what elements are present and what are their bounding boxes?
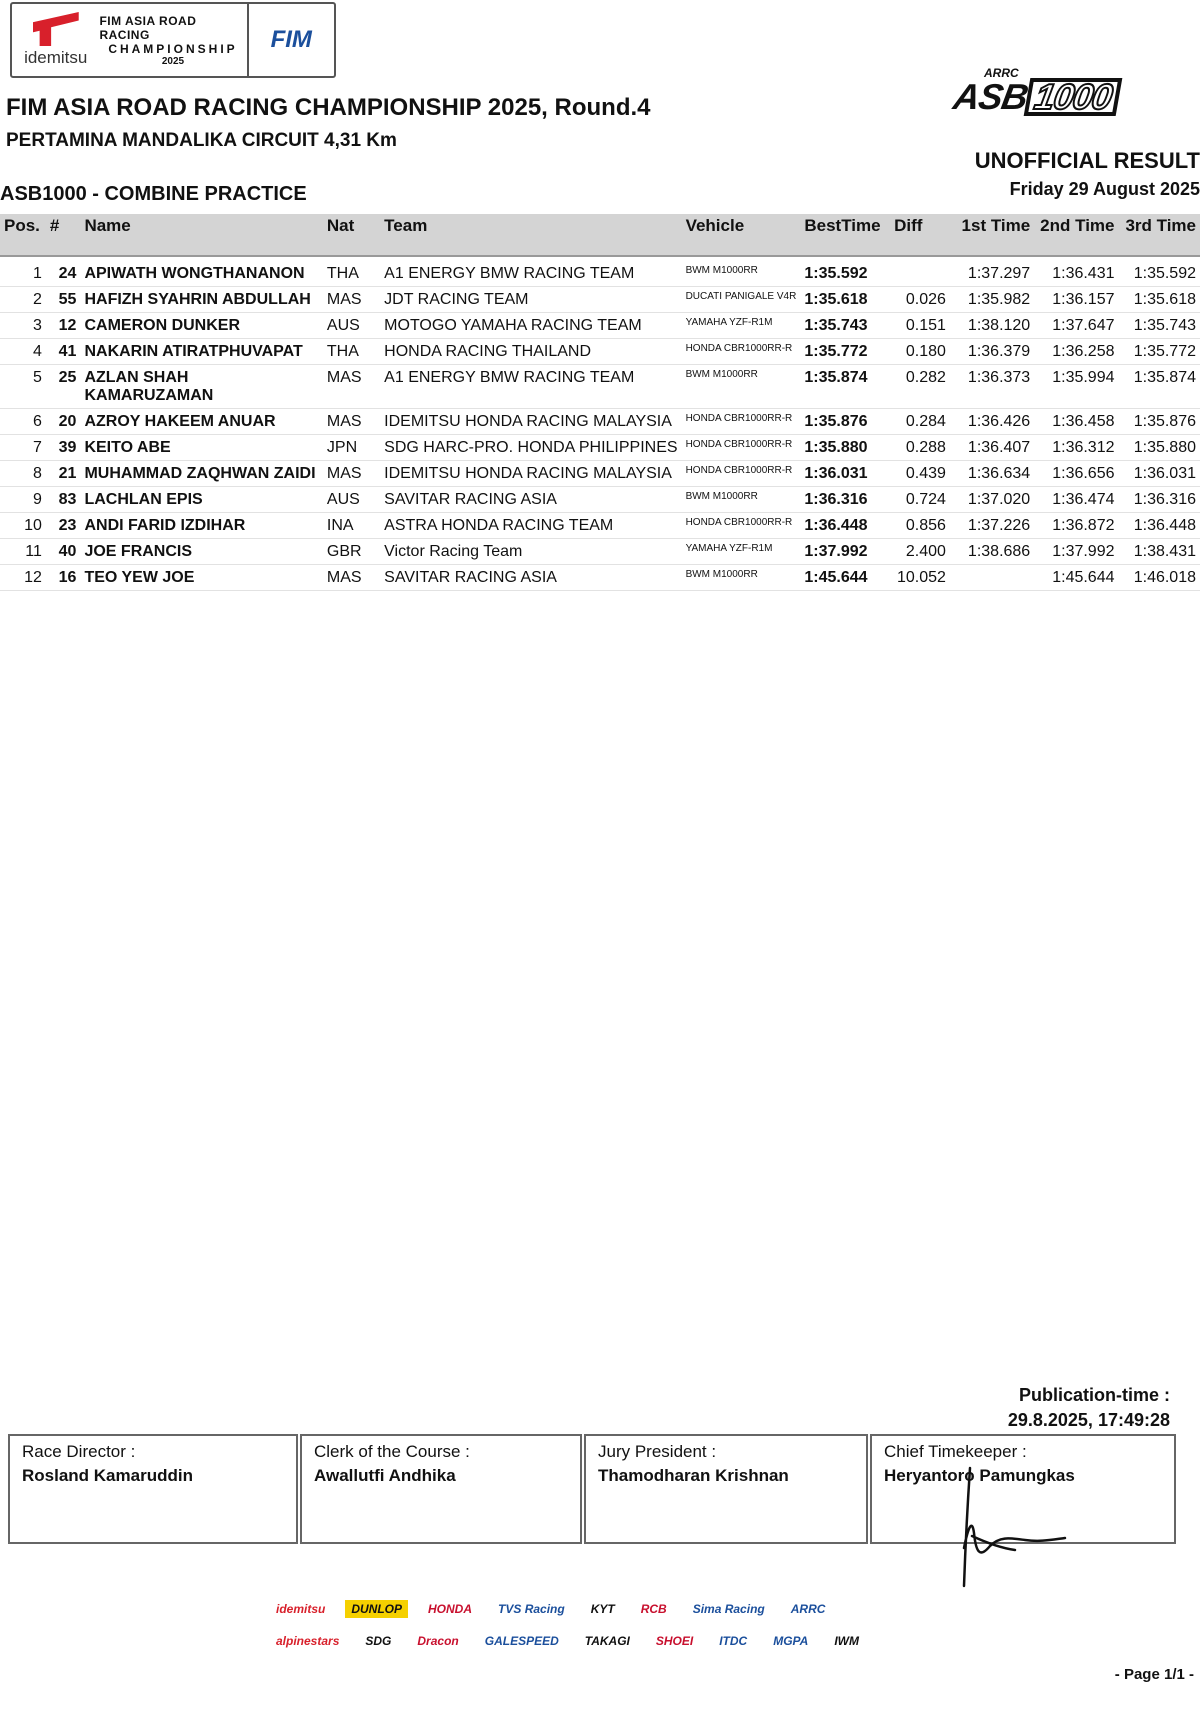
cell-2nd-time: 1:36.258	[1034, 339, 1118, 365]
cell-name: TEO YEW JOE	[80, 565, 322, 591]
cell-nat: THA	[323, 339, 380, 365]
col-header-besttime: BestTime	[800, 214, 890, 256]
sponsor-logo: Dracon	[417, 1634, 459, 1648]
cell-pos: 3	[0, 313, 46, 339]
cell-diff: 0.439	[890, 461, 950, 487]
table-row	[0, 256, 1200, 287]
cell-number: 23	[46, 513, 81, 539]
cell-number: 24	[46, 256, 81, 287]
table-row	[0, 339, 1200, 365]
cell-1st-time: 1:36.373	[950, 365, 1034, 409]
cell-pos: 7	[0, 435, 46, 461]
cell-2nd-time: 1:37.992	[1034, 539, 1118, 565]
sponsor-logo: MGPA	[773, 1634, 809, 1648]
cell-nat: AUS	[323, 313, 380, 339]
official-name: Rosland Kamaruddin	[22, 1466, 193, 1485]
page-title: FIM ASIA ROAD RACING CHAMPIONSHIP 2025, Round.4	[6, 94, 651, 121]
table-row	[0, 565, 1200, 591]
cell-vehicle: HONDA CBR1000RR-R	[682, 435, 801, 461]
cell-besttime: 1:36.031	[800, 461, 890, 487]
cell-nat: MAS	[323, 287, 380, 313]
cell-vehicle: HONDA CBR1000RR-R	[682, 339, 801, 365]
cell-1st-time: 1:37.020	[950, 487, 1034, 513]
cell-besttime: 1:35.618	[800, 287, 890, 313]
cell-1st-time: 1:35.982	[950, 287, 1034, 313]
col-header-vehicle: Vehicle	[682, 214, 801, 256]
table-row	[0, 435, 1200, 461]
cell-name: MUHAMMAD ZAQHWAN ZAIDI	[80, 461, 322, 487]
official-name: Awallutfi Andhika	[314, 1466, 456, 1485]
publication-time-value: 29.8.2025, 17:49:28	[1007, 1410, 1170, 1430]
cell-besttime: 1:35.876	[800, 409, 890, 435]
table-row	[0, 461, 1200, 487]
cell-diff: 0.151	[890, 313, 950, 339]
cell-nat: JPN	[323, 435, 380, 461]
fim-logo	[247, 4, 334, 76]
sponsor-logo: DUNLOP	[345, 1600, 408, 1618]
cell-diff: 0.724	[890, 487, 950, 513]
cell-number: 40	[46, 539, 81, 565]
cell-besttime: 1:35.592	[800, 256, 890, 287]
cell-diff: 0.856	[890, 513, 950, 539]
cell-pos: 1	[0, 256, 46, 287]
table-row	[0, 365, 1200, 409]
asb1000-logo-arrc: ARRC	[984, 66, 1019, 80]
header-logo-box	[10, 2, 336, 78]
cell-name: APIWATH WONGTHANANON	[80, 256, 322, 287]
asb1000-logo	[950, 66, 1196, 117]
sponsor-row	[270, 1632, 970, 1650]
cell-vehicle: BWM M1000RR	[682, 256, 801, 287]
cell-1st-time: 1:36.407	[950, 435, 1034, 461]
cell-besttime: 1:45.644	[800, 565, 890, 591]
sponsor-logo: KYT	[590, 1602, 615, 1616]
results-body	[0, 256, 1200, 591]
cell-team: JDT RACING TEAM	[380, 287, 681, 313]
cell-number: 21	[46, 461, 81, 487]
col-header-1st-time: 1st Time	[950, 214, 1034, 256]
cell-3rd-time: 1:38.431	[1119, 539, 1200, 565]
cell-besttime: 1:35.743	[800, 313, 890, 339]
cell-3rd-time: 1:35.592	[1119, 256, 1200, 287]
cell-pos: 12	[0, 565, 46, 591]
sponsor-logo: RCB	[640, 1602, 667, 1616]
sponsor-logos	[270, 1600, 970, 1664]
sponsor-logo: alpinestars	[276, 1634, 340, 1648]
cell-diff: 2.400	[890, 539, 950, 565]
cell-besttime: 1:35.772	[800, 339, 890, 365]
cell-pos: 8	[0, 461, 46, 487]
table-row	[0, 313, 1200, 339]
cell-diff: 0.288	[890, 435, 950, 461]
cell-name: ANDI FARID IZDIHAR	[80, 513, 322, 539]
cell-3rd-time: 1:46.018	[1119, 565, 1200, 591]
cell-vehicle: HONDA CBR1000RR-R	[682, 513, 801, 539]
cell-1st-time: 1:37.226	[950, 513, 1034, 539]
cell-3rd-time: 1:35.874	[1119, 365, 1200, 409]
cell-pos: 11	[0, 539, 46, 565]
cell-3rd-time: 1:35.876	[1119, 409, 1200, 435]
col-header-diff: Diff	[890, 214, 950, 256]
cell-3rd-time: 1:35.618	[1119, 287, 1200, 313]
cell-team: A1 ENERGY BMW RACING TEAM	[380, 365, 681, 409]
asb1000-logo-word	[950, 76, 1123, 118]
cell-pos: 4	[0, 339, 46, 365]
cell-vehicle: YAMAHA YZF-R1M	[682, 313, 801, 339]
cell-besttime: 1:36.448	[800, 513, 890, 539]
cell-number: 20	[46, 409, 81, 435]
cell-besttime: 1:35.874	[800, 365, 890, 409]
cell-diff: 10.052	[890, 565, 950, 591]
official-role: Jury President :	[598, 1442, 717, 1461]
cell-pos: 10	[0, 513, 46, 539]
cell-2nd-time: 1:36.474	[1034, 487, 1118, 513]
cell-2nd-time: 1:36.431	[1034, 256, 1118, 287]
fim-arrc-logo-line1: FIM ASIA ROAD RACING	[99, 13, 197, 42]
sponsor-logo: ARRC	[790, 1602, 826, 1616]
asb1000-logo-asb: ASB	[950, 76, 1031, 117]
cell-name: JOE FRANCIS	[80, 539, 322, 565]
cell-nat: AUS	[323, 487, 380, 513]
table-row	[0, 539, 1200, 565]
cell-3rd-time: 1:35.772	[1119, 339, 1200, 365]
cell-nat: INA	[323, 513, 380, 539]
circuit-subtitle: PERTAMINA MANDALIKA CIRCUIT 4,31 Km	[6, 130, 397, 151]
idemitsu-logo-text: idemitsu	[24, 48, 88, 67]
sponsor-logo: SHOEI	[655, 1634, 694, 1648]
cell-diff: 0.282	[890, 365, 950, 409]
sponsor-logo: TVS Racing	[498, 1602, 565, 1616]
col-header-number: #	[46, 214, 81, 256]
cell-vehicle: BWM M1000RR	[682, 365, 801, 409]
cell-vehicle: BWM M1000RR	[682, 487, 801, 513]
cell-diff: 0.026	[890, 287, 950, 313]
cell-number: 12	[46, 313, 81, 339]
fim-arrc-logo-line2: CHAMPIONSHIP	[108, 41, 238, 56]
sponsor-logo: ITDC	[719, 1634, 748, 1648]
official-role: Race Director :	[22, 1442, 136, 1461]
cell-besttime: 1:37.992	[800, 539, 890, 565]
cell-pos: 2	[0, 287, 46, 313]
cell-team: SDG HARC-PRO. HONDA PHILIPPINES	[380, 435, 681, 461]
col-header-nat: Nat	[323, 214, 380, 256]
cell-1st-time	[950, 565, 1034, 591]
cell-name: KEITO ABE	[80, 435, 322, 461]
cell-vehicle: HONDA CBR1000RR-R	[682, 461, 801, 487]
col-header-3rd-time: 3rd Time	[1119, 214, 1200, 256]
cell-number: 39	[46, 435, 81, 461]
cell-vehicle: YAMAHA YZF-R1M	[682, 539, 801, 565]
cell-nat: MAS	[323, 409, 380, 435]
cell-1st-time: 1:36.426	[950, 409, 1034, 435]
table-row	[0, 487, 1200, 513]
sponsor-row	[270, 1600, 970, 1618]
cell-team: SAVITAR RACING ASIA	[380, 487, 681, 513]
official-role: Chief Timekeeper :	[884, 1442, 1027, 1461]
col-header-name: Name	[80, 214, 322, 256]
cell-1st-time: 1:36.634	[950, 461, 1034, 487]
col-header-2nd-time: 2nd Time	[1034, 214, 1118, 256]
cell-name: NAKARIN ATIRATPHUVAPAT	[80, 339, 322, 365]
cell-number: 25	[46, 365, 81, 409]
cell-1st-time: 1:38.120	[950, 313, 1034, 339]
cell-pos: 6	[0, 409, 46, 435]
official-name: Heryantoro Pamungkas	[884, 1466, 1075, 1485]
cell-3rd-time: 1:36.031	[1119, 461, 1200, 487]
cell-nat: GBR	[323, 539, 380, 565]
cell-2nd-time: 1:36.157	[1034, 287, 1118, 313]
cell-team: A1 ENERGY BMW RACING TEAM	[380, 256, 681, 287]
page-number: - Page 1/1 -	[1114, 1666, 1194, 1683]
sponsor-logo: SDG	[365, 1634, 392, 1648]
table-row	[0, 287, 1200, 313]
cell-2nd-time: 1:36.656	[1034, 461, 1118, 487]
cell-team: IDEMITSU HONDA RACING MALAYSIA	[380, 461, 681, 487]
fim-arrc-logo-line3: 2025	[161, 55, 185, 67]
cell-number: 83	[46, 487, 81, 513]
publication-time-label: Publication-time :	[1018, 1385, 1170, 1405]
table-row	[0, 409, 1200, 435]
cell-name: AZLAN SHAH KAMARUZAMAN	[80, 365, 322, 409]
cell-besttime: 1:35.880	[800, 435, 890, 461]
results-table	[0, 214, 1200, 591]
cell-team: MOTOGO YAMAHA RACING TEAM	[380, 313, 681, 339]
cell-2nd-time: 1:45.644	[1034, 565, 1118, 591]
cell-name: AZROY HAKEEM ANUAR	[80, 409, 322, 435]
cell-1st-time: 1:38.686	[950, 539, 1034, 565]
cell-2nd-time: 1:36.312	[1034, 435, 1118, 461]
cell-vehicle: DUCATI PANIGALE V4R	[682, 287, 801, 313]
idemitsu-mark-icon	[33, 12, 79, 46]
result-status: UNOFFICIAL RESULT	[974, 148, 1200, 173]
cell-pos: 5	[0, 365, 46, 409]
official-role: Clerk of the Course :	[314, 1442, 470, 1461]
cell-name: LACHLAN EPIS	[80, 487, 322, 513]
sponsor-logo: HONDA	[428, 1602, 473, 1616]
cell-vehicle: HONDA CBR1000RR-R	[682, 409, 801, 435]
cell-1st-time: 1:36.379	[950, 339, 1034, 365]
sponsor-logo: GALESPEED	[484, 1634, 559, 1648]
fim-logo-text: FIM	[270, 26, 312, 53]
cell-diff: 0.284	[890, 409, 950, 435]
cell-nat: MAS	[323, 461, 380, 487]
cell-number: 41	[46, 339, 81, 365]
cell-team: SAVITAR RACING ASIA	[380, 565, 681, 591]
official-clerk-of-course	[300, 1434, 582, 1544]
col-header-pos: Pos.	[0, 214, 46, 256]
cell-name: CAMERON DUNKER	[80, 313, 322, 339]
cell-besttime: 1:36.316	[800, 487, 890, 513]
cell-team: HONDA RACING THAILAND	[380, 339, 681, 365]
cell-number: 55	[46, 287, 81, 313]
signature-image	[940, 1458, 1100, 1588]
cell-nat: THA	[323, 256, 380, 287]
cell-team: ASTRA HONDA RACING TEAM	[380, 513, 681, 539]
result-date: Friday 29 August 2025	[1009, 179, 1200, 199]
cell-pos: 9	[0, 487, 46, 513]
asb1000-logo-number: 1000	[1024, 78, 1123, 116]
fim-arrc-logo	[99, 4, 246, 76]
cell-number: 16	[46, 565, 81, 591]
official-jury-president	[584, 1434, 868, 1544]
table-header-row	[0, 214, 1200, 256]
session-title: ASB1000 - COMBINE PRACTICE	[0, 183, 307, 205]
cell-3rd-time: 1:36.316	[1119, 487, 1200, 513]
cell-name: HAFIZH SYAHRIN ABDULLAH	[80, 287, 322, 313]
cell-nat: MAS	[323, 365, 380, 409]
sponsor-logo: IWM	[834, 1634, 859, 1648]
cell-diff: 0.180	[890, 339, 950, 365]
col-header-team: Team	[380, 214, 681, 256]
cell-2nd-time: 1:37.647	[1034, 313, 1118, 339]
cell-2nd-time: 1:36.458	[1034, 409, 1118, 435]
cell-1st-time: 1:37.297	[950, 256, 1034, 287]
official-name: Thamodharan Krishnan	[598, 1466, 789, 1485]
cell-diff	[890, 256, 950, 287]
cell-nat: MAS	[323, 565, 380, 591]
cell-3rd-time: 1:35.743	[1119, 313, 1200, 339]
cell-3rd-time: 1:36.448	[1119, 513, 1200, 539]
cell-2nd-time: 1:36.872	[1034, 513, 1118, 539]
table-row	[0, 513, 1200, 539]
cell-3rd-time: 1:35.880	[1119, 435, 1200, 461]
cell-team: IDEMITSU HONDA RACING MALAYSIA	[380, 409, 681, 435]
idemitsu-logo	[12, 4, 99, 76]
sponsor-logo: idemitsu	[276, 1602, 326, 1616]
sponsor-logo: TAKAGI	[584, 1634, 630, 1648]
cell-vehicle: BWM M1000RR	[682, 565, 801, 591]
cell-team: Victor Racing Team	[380, 539, 681, 565]
cell-2nd-time: 1:35.994	[1034, 365, 1118, 409]
sponsor-logo: Sima Racing	[692, 1602, 765, 1616]
official-race-director	[8, 1434, 298, 1544]
